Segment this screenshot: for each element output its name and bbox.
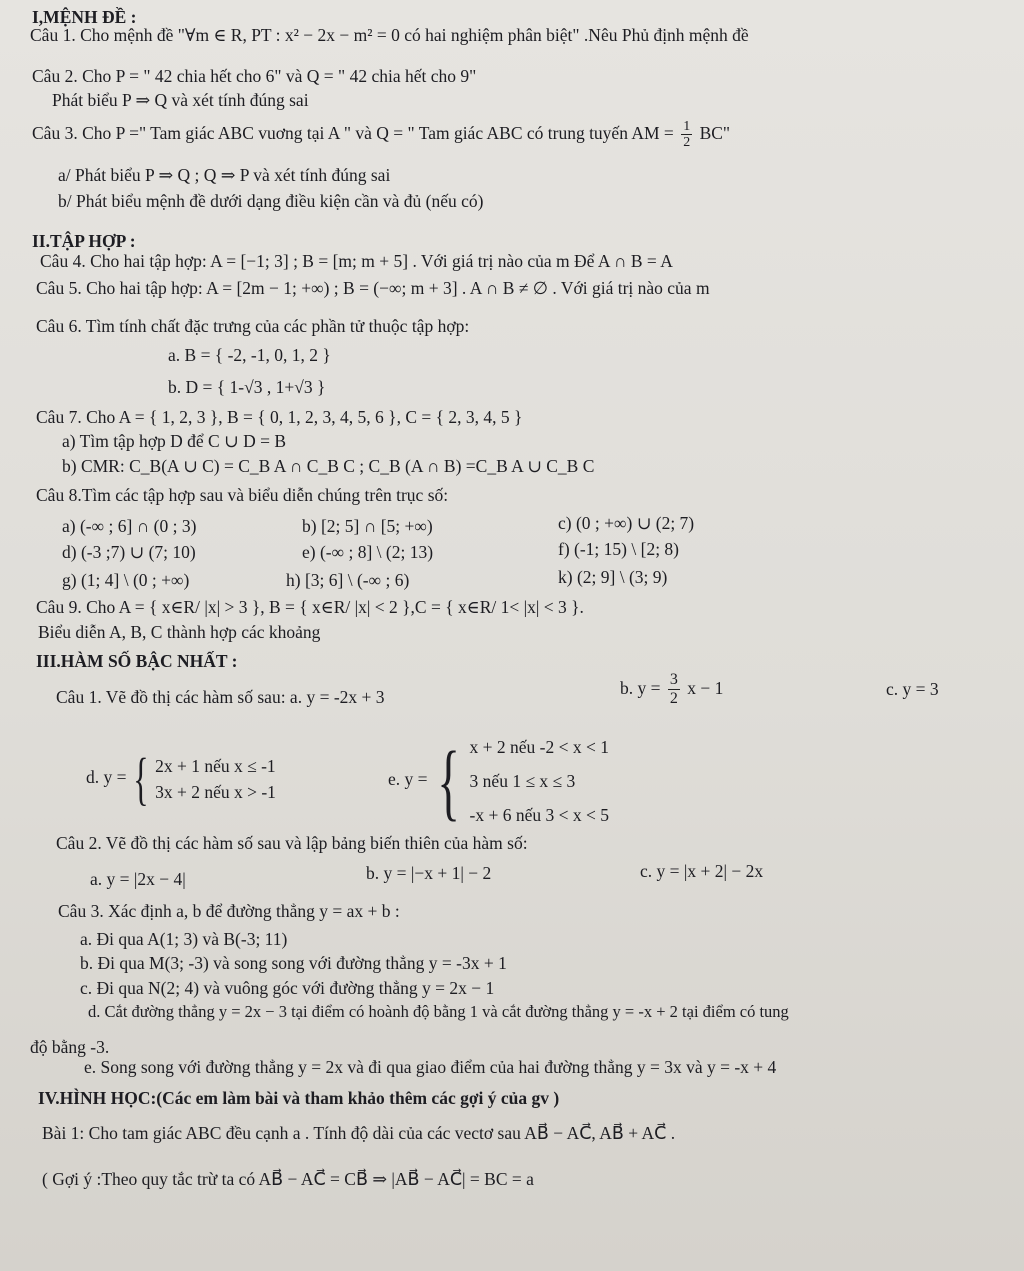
cau-8b: b) [2; 5] ∩ [5; +∞) — [302, 516, 433, 536]
iii-cau-3b: b. Đi qua M(3; -3) và song song với đường thẳng y = -3x + 1 — [80, 953, 507, 973]
iii-cau-2a: a. y = |2x − 4| — [90, 869, 186, 889]
piecewise-cases-e: x + 2 nếu -2 < x < 1 3 nếu 1 ≤ x ≤ 3 -x + 6 nếu 3 < x < 5 — [469, 737, 609, 825]
iii-cau-1e: e. y = { x + 2 nếu -2 < x < 1 3 nếu 1 ≤ x ≤ 3 -x + 6 nếu 3 < x < 5 — [388, 730, 609, 832]
cau-6: Câu 6. Tìm tính chất đặc trưng của các phần tử thuộc tập hợp: — [36, 316, 470, 336]
cau-3b: b/ Phát biểu mệnh đề dưới dạng điều kiện cần và đủ (nếu có) — [58, 191, 484, 211]
cau-8d: d) (-3 ;7) ∪ (7; 10) — [62, 542, 196, 562]
cau-8f: f) (-1; 15) \ [2; 8) — [558, 539, 680, 559]
cau-3-text-end: BC" — [699, 123, 731, 143]
cau-3-text: Câu 3. Cho P =" Tam giác ABC vuơng tại A " và Q = " Tam giác ABC có trung tuyến AM = — [32, 123, 674, 143]
cau-9: Câu 9. Cho A = { x∈R/ |x| > 3 }, B = { x∈R/ |x| < 2 },C = { x∈R/ 1< |x| < 3 }. — [36, 597, 584, 617]
iii-cau-1b: b. y = $\frac{3}{2}$ x − 1 — [620, 671, 724, 708]
iii-cau-2c: c. y = |x + 2| − 2x — [640, 861, 764, 881]
iii-cau-3e: e. Song song với đường thẳng y = 2x và đi qua giao điểm của hai đường thẳng y = 3x và y = -x + 4 — [84, 1057, 777, 1077]
cau-8k: k) (2; 9] \ (3; 9) — [558, 567, 668, 587]
cau-6a: a. B = { -2, -1, 0, 1, 2 } — [168, 345, 331, 365]
iii-cau-3c: c. Đi qua N(2; 4) và vuông góc với đường thẳng y = 2x − 1 — [80, 978, 495, 998]
piecewise-cases-d: 2x + 1 nếu x ≤ -1 3x + 2 nếu x > -1 — [155, 755, 276, 802]
section-3-heading: III.HÀM SỐ BẬC NHẤT : — [36, 651, 238, 671]
section-1-heading: I,MỆNH ĐỀ : — [32, 7, 137, 27]
cau-6b: b. D = { 1-√3 , 1+√3 } — [168, 377, 326, 397]
cau-7a: a) Tìm tập hợp D để C ∪ D = B — [62, 431, 286, 451]
iii-cau-1d: d. y = { 2x + 1 nếu x ≤ -1 3x + 2 nếu x > -1 — [86, 745, 276, 811]
cau-8a: a) (-∞ ; 6] ∩ (0 ; 3) — [62, 516, 197, 536]
iii-cau-1c: c. y = 3 — [886, 679, 939, 699]
cau-8c: c) (0 ; +∞) ∪ (2; 7) — [558, 513, 695, 533]
bai-1: Bài 1: Cho tam giác ABC đều cạnh a . Tính độ dài của các vectơ sau AB⃗ − AC⃗, AB⃗ + AC⃗ . — [42, 1123, 676, 1143]
cau-8g: g) (1; 4] \ (0 ; +∞) — [62, 570, 190, 590]
iii-cau-3: Câu 3. Xác định a, b để đường thẳng y = ax + b : — [58, 901, 400, 921]
fraction-three-halves: $\frac{3}{2}$ — [669, 671, 678, 708]
cau-3-menh-de — [32, 118, 730, 150]
cau-4: Câu 4. Cho hai tập hợp: A = [−1; 3] ; B = [m; m + 5] . Với giá trị nào của m Để A ∩ B = A — [40, 251, 673, 271]
cau-9-prompt: Biểu diễn A, B, C thành hợp các khoảng — [38, 622, 321, 642]
cau-8: Câu 8.Tìm các tập hợp sau và biểu diễn chúng trên trục số: — [36, 485, 449, 505]
left-brace: { — [133, 745, 149, 811]
section-2-heading: II.TẬP HỢP : — [32, 231, 136, 251]
iii-cau-3a: a. Đi qua A(1; 3) và B(-3; 11) — [80, 929, 288, 949]
cau-8e: e) (-∞ ; 8] \ (2; 13) — [302, 542, 434, 562]
fraction-one-half: $\frac{1}{2}$ — [683, 119, 691, 151]
cau-7b: b) CMR: C_B(A ∪ C) = C_B A ∩ C_B C ; C_B (A ∩ B) =C_B A ∪ C_B C — [62, 456, 595, 476]
iii-cau-2: Câu 2. Vẽ đồ thị các hàm số sau và lập bảng biến thiên của hàm số: — [56, 833, 528, 853]
cau-2-menh-de: Câu 2. Cho P = " 42 chia hết cho 6" và Q = " 42 chia hết cho 9" — [32, 66, 477, 86]
cau-8h: h) [3; 6] \ (-∞ ; 6) — [286, 570, 410, 590]
iii-cau-3d-cont: độ bằng -3. — [30, 1037, 110, 1057]
left-brace: { — [437, 733, 460, 829]
cau-3a: a/ Phát biểu P ⇒ Q ; Q ⇒ P và xét tính đúng sai — [58, 165, 391, 185]
iii-cau-2b: b. y = |−x + 1| − 2 — [366, 863, 492, 883]
cau-1-menh-de: Câu 1. Cho mệnh đề "∀m ∈ R, PT : x² − 2x − m² = 0 có hai nghiệm phân biệt" .Nêu Phủ định mệnh đề — [30, 25, 749, 45]
bai-1-hint: ( Gợi ý :Theo quy tắc trừ ta có AB⃗ − AC⃗ = CB⃗ ⇒ |AB⃗ − AC⃗| = BC = a — [42, 1169, 534, 1189]
cau-7: Câu 7. Cho A = { 1, 2, 3 }, B = { 0, 1, 2, 3, 4, 5, 6 }, C = { 2, 3, 4, 5 } — [36, 407, 523, 427]
iii-cau-3d: d. Cắt đường thẳng y = 2x − 3 tại điểm có hoành độ bằng 1 và cắt đường thẳng y = -x + 2 tại điểm có tung — [88, 1002, 789, 1021]
iii-cau-1a: Câu 1. Vẽ đồ thị các hàm số sau: a. y = -2x + 3 — [56, 687, 385, 707]
section-4-heading: IV.HÌNH HỌC:(Các em làm bài và tham khảo thêm các gợi ý của gv ) — [38, 1088, 560, 1108]
cau-2-prompt: Phát biểu P ⇒ Q và xét tính đúng sai — [52, 90, 309, 110]
cau-5: Câu 5. Cho hai tập hợp: A = [2m − 1; +∞) ; B = (−∞; m + 3] . A ∩ B ≠ ∅ . Với giá trị nào của m — [36, 278, 710, 298]
